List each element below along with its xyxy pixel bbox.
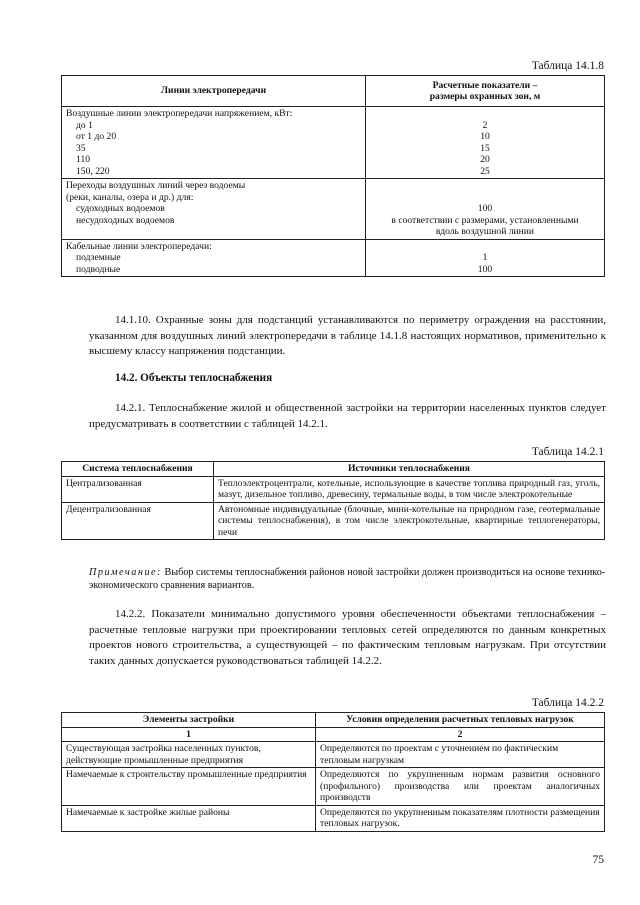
cell-value [366,179,605,240]
table-row [62,502,605,540]
cell-condition: Определяются по укрупненным нормам развития основного (профильного) производства или проектам аналогичных производств [316,768,605,806]
table-caption-14-1-8: Таблица 14.1.8 [531,60,604,72]
row-value: 100 [477,263,493,275]
section-heading-14-2: 14.2. Объекты теплоснабжения [115,372,273,384]
table-row [62,768,605,806]
page-number: 75 [592,854,604,866]
row-value: в соответствии с размерами, установленными [391,214,579,226]
table-row-water-crossings [62,179,605,240]
header-building-elements: Элементы застройки [62,713,316,728]
cell-system: Централизованная [62,476,214,502]
row-value: 25 [480,165,490,177]
cell-value [366,107,605,179]
row-value: 15 [480,142,490,154]
row-label: несудоходных водоемов [76,214,175,226]
row-label: подземные [76,252,121,263]
group-title: (реки, каналы, озера и др.) для: [66,191,194,203]
row-label: подводные [76,263,121,275]
column-number: 1 [62,727,316,742]
row-label: 110 [76,154,91,165]
header-heat-system: Система теплоснабжения [62,462,214,477]
note-label: Примечание: [89,567,162,578]
row-label: от 1 до 20 [76,131,117,142]
cell-value [366,239,605,277]
row-value: вдоль воздушной линии [435,226,535,237]
cell-sources: Автономные индивидуальные (блочные, мини-котельные на природном газе, геотермальные системы теплоснабжения), в том числе электрокотельные, квартирные теплогенераторы, печи [214,502,605,540]
header-power-lines: Линии электропередачи [62,76,366,107]
group-title: Воздушные линии электропередачи напряжением, кВт: [66,108,293,119]
cell-label [62,179,366,240]
cell-condition: Определяются по проектам с уточнением по фактическим тепловым нагрузкам [316,742,605,768]
table-row-cable-lines [62,239,605,277]
paragraph-14-2-1: 14.2.1. Теплоснабжение жилой и общественной застройки на территории населенных пунктов следует предусматривать в соответствии с таблицей 14.2.1. [89,402,606,430]
row-label: 35 [76,142,86,154]
header-protection-zones [366,76,605,107]
table-14-2-1 [61,461,605,540]
header-line-2: размеры охранных зон, м [429,91,541,102]
table-row [62,476,605,502]
note-text: Выбор системы теплоснабжения районов новой застройки должен производиться на основе технико-экономического сравнения вариантов. [89,567,606,591]
group-title: Переходы воздушных линий через водоемы [66,180,246,191]
table-14-2-2 [61,712,605,832]
column-number-row [62,727,605,742]
header-line-1: Расчетные показатели – [432,79,538,91]
table-header-row [62,462,605,477]
header-heat-sources: Источники теплоснабжения [214,462,605,477]
header-load-conditions: Условия определения расчетных тепловых нагрузок [316,713,605,728]
cell-element: Намечаемые к строительству промышленные предприятия [62,768,316,806]
row-value: 20 [480,154,490,165]
row-label: до 1 [76,119,93,131]
table-14-1-8 [61,75,605,277]
table-row-overhead-lines [62,107,605,179]
cell-condition: Определяются по укрупненным показателям плотности размещения тепловых нагрузок. [316,805,605,831]
cell-sources: Теплоэлектроцентрали, котельные, использующие в качестве топлива природный газ, уголь, мазут, дизельное топливо, древесину, термальные воды, в том числе электрокотельные [214,476,605,502]
table-caption-14-2-2: Таблица 14.2.2 [531,697,604,709]
row-label: судоходных водоемов [76,203,165,214]
paragraph-14-2-2: 14.2.2. Показатели минимально допустимого уровня обеспеченности объектами теплоснабжения – расчетные тепловые нагрузки при проектировании тепловых сетей определяются по данным конкретных проектов нового строительства, а существующей – по фактическим тепловым нагрузкам. При отсутствии таких данных допускается руководствоваться таблицей 14.2.2. [89,608,606,667]
group-title: Кабельные линии электропередачи: [66,240,212,252]
column-number: 2 [316,727,605,742]
row-label: 150, 220 [76,165,110,177]
table-caption-14-2-1: Таблица 14.2.1 [531,446,604,458]
cell-element: Существующая застройка населенных пунктов, действующие промышленные предприятия [62,742,316,768]
row-value: 2 [482,119,488,131]
cell-label [62,239,366,277]
table-note [89,566,609,592]
paragraph-14-1-10: 14.1.10. Охранные зоны для подстанций устанавливаются по периметру ограждения на расстоянии, указанном для воздушных линий электропередачи в таблице 14.1.8 настоящих нормативов, применительно к высшему классу напряжения подстанции. [89,314,606,357]
table-row [62,805,605,831]
row-value: 10 [480,131,490,142]
table-row [62,742,605,768]
cell-element: Намечаемые к застройке жилые районы [62,805,316,831]
table-header-row [62,76,605,107]
row-value: 100 [477,203,493,214]
cell-system: Децентрализованная [62,502,214,540]
row-value: 1 [482,252,488,263]
table-header-row [62,713,605,728]
cell-label [62,107,366,179]
